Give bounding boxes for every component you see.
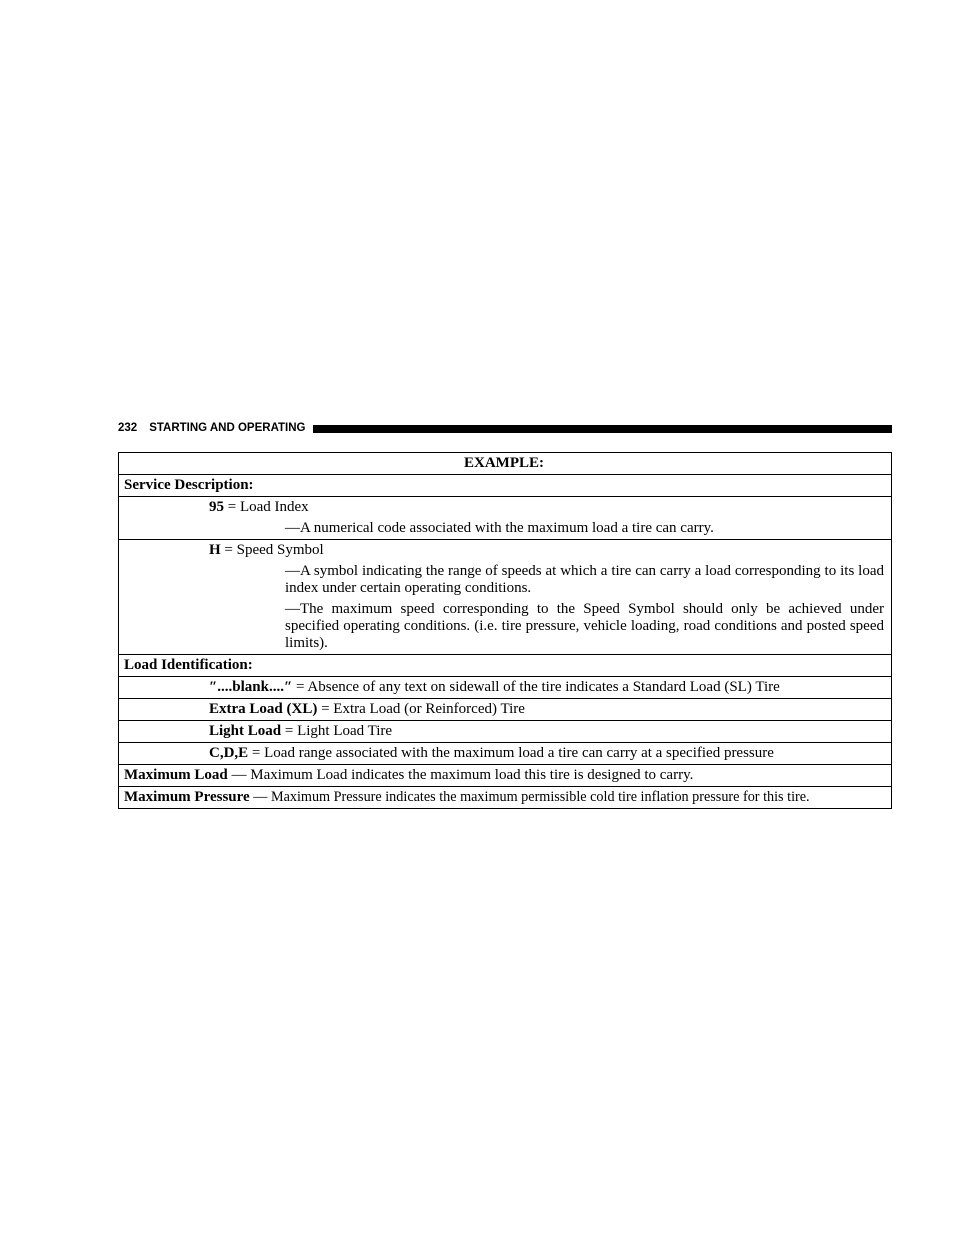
- table-row: [119, 743, 892, 765]
- table-title-row: [119, 453, 892, 475]
- table-title: EXAMPLE:: [119, 453, 892, 475]
- load-index-text: = Load Index: [224, 499, 309, 515]
- speed-symbol-row: [119, 540, 892, 655]
- speed-symbol-desc-1: —A symbol indicating the range of speeds at which a tire can carry a load corresponding to its load index under certain operating conditions.: [285, 563, 884, 596]
- header-rule: [313, 425, 893, 433]
- service-description-label: Service Description:: [119, 475, 892, 497]
- load-index-code: 95: [209, 499, 224, 515]
- speed-symbol-line: [124, 542, 884, 559]
- load-index-row: [119, 497, 892, 540]
- load-term-text: = Load range associated with the maximum load a tire can carry at a specified pressure: [248, 745, 774, 761]
- load-term: Extra Load (XL): [209, 701, 318, 717]
- table-row: [119, 699, 892, 721]
- section-title: STARTING AND OPERATING: [149, 422, 306, 434]
- load-term-text: = Light Load Tire: [281, 723, 393, 739]
- maximum-pressure-term: Maximum Pressure: [124, 789, 250, 805]
- table-row: [119, 721, 892, 743]
- speed-symbol-desc-2: —The maximum speed corresponding to the Speed Symbol should only be achieved under specified operating conditions. (i.e. tire pressure, vehicle loading, road conditions and posted speed limits).: [285, 601, 884, 651]
- load-term: Light Load: [209, 723, 282, 739]
- maximum-load-text: — Maximum Load indicates the maximum load this tire is designed to carry.: [227, 767, 694, 783]
- load-identification-label: Load Identification:: [119, 655, 892, 677]
- tire-example-table: [118, 452, 892, 809]
- load-term-text: = Absence of any text on sidewall of the tire indicates a Standard Load (SL) Tire: [292, 679, 780, 695]
- service-description-row: [119, 475, 892, 497]
- maximum-pressure-text: — Maximum Pressure indicates the maximum permissible cold tire inflation pressure for this tire.: [249, 789, 810, 805]
- load-term-text: = Extra Load (or Reinforced) Tire: [317, 701, 525, 717]
- maximum-load-term: Maximum Load: [124, 767, 228, 783]
- page-number: 232: [118, 422, 138, 434]
- speed-symbol-text: = Speed Symbol: [220, 542, 324, 558]
- load-index-desc: —A numerical code associated with the maximum load a tire can carry.: [285, 520, 714, 536]
- load-term: C,D,E: [209, 745, 249, 761]
- speed-symbol-code: H: [209, 542, 221, 558]
- maximum-load-row: [119, 765, 892, 787]
- table-row: [119, 677, 892, 699]
- page-header: [118, 420, 892, 436]
- maximum-pressure-row: [119, 787, 892, 809]
- load-term: ″....blank....″: [209, 679, 293, 695]
- load-identification-row: [119, 655, 892, 677]
- load-index-line: [124, 499, 884, 516]
